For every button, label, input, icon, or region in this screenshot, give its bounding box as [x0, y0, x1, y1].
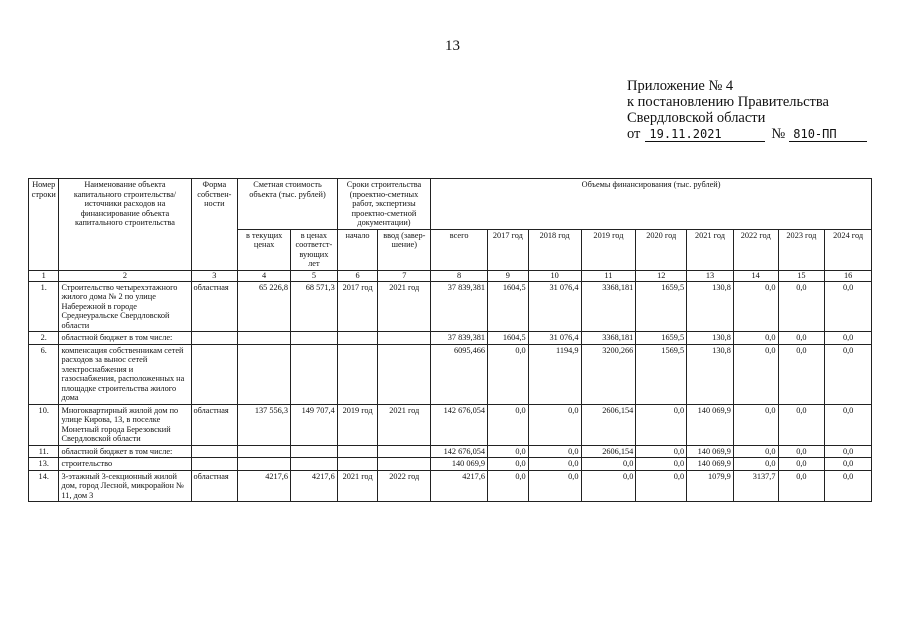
cell-end-year [378, 332, 431, 345]
resolution-date: 19.11.2021 [645, 127, 765, 142]
cell-value-2020: 1569,5 [636, 344, 687, 404]
cell-object-name: областной бюджет в том числе: [59, 445, 191, 458]
cell-value-2023: 0,0 [778, 458, 825, 471]
table-body [29, 281, 872, 502]
cell-value-2021: 140 069,9 [687, 445, 734, 458]
cell-total: 4217,6 [431, 470, 488, 502]
table-row [29, 458, 872, 471]
cell-value-2021: 140 069,9 [687, 404, 734, 445]
cell-ownership: областная [191, 404, 238, 445]
cell-value-2021: 130,8 [687, 332, 734, 345]
cell-value-2020: 0,0 [636, 458, 687, 471]
cell-value-2020: 0,0 [636, 404, 687, 445]
cell-value-2018: 31 076,4 [528, 332, 581, 345]
cell-value-2024: 0,0 [825, 470, 872, 502]
cell-ownership [191, 332, 238, 345]
cell-total: 37 839,381 [431, 332, 488, 345]
cell-end-year: 2022 год [378, 470, 431, 502]
cell-total: 6095,466 [431, 344, 488, 404]
cell-value-2024: 0,0 [825, 445, 872, 458]
cell-start-year [337, 344, 378, 404]
cell-total: 37 839,381 [431, 281, 488, 332]
cell-value-2018: 0,0 [528, 470, 581, 502]
cell-total: 142 676,054 [431, 445, 488, 458]
cell-value-2021: 130,8 [687, 344, 734, 404]
column-number-row [29, 270, 872, 281]
cell-end-year: 2021 год [378, 404, 431, 445]
cell-value-2018: 0,0 [528, 458, 581, 471]
cell-ownership [191, 344, 238, 404]
cell-row-number: 10. [29, 404, 59, 445]
cell-value-2021: 130,8 [687, 281, 734, 332]
cell-value-2021: 140 069,9 [687, 458, 734, 471]
cell-start-year: 2019 год [337, 404, 378, 445]
cell-row-number: 1. [29, 281, 59, 332]
cell-value-2023: 0,0 [778, 404, 825, 445]
cell-row-number: 13. [29, 458, 59, 471]
cell-value-2022: 0,0 [733, 281, 778, 332]
col-num: 1 [29, 270, 59, 281]
cell-value-2020: 1659,5 [636, 332, 687, 345]
cell-object-name: Многоквартирный жилой дом по улице Кирова, 13, в поселке Монетный города Березовский Свердловской области [59, 404, 191, 445]
col-num: 10 [528, 270, 581, 281]
header-cost-corresponding: в ценах соответст-вующих лет [291, 229, 338, 270]
cell-row-number: 6. [29, 344, 59, 404]
col-num: 4 [238, 270, 291, 281]
cell-ownership [191, 445, 238, 458]
number-label: № [771, 126, 786, 142]
cell-value-2024: 0,0 [825, 344, 872, 404]
header-start: начало [337, 229, 378, 270]
cell-value-2020: 0,0 [636, 470, 687, 502]
header-2020: 2020 год [636, 229, 687, 270]
appendix-header [627, 78, 867, 142]
cell-value-2017: 0,0 [488, 445, 529, 458]
table-row [29, 445, 872, 458]
cell-value-2024: 0,0 [825, 404, 872, 445]
cell-cost-current: 137 556,3 [238, 404, 291, 445]
table-row [29, 344, 872, 404]
cell-value-2017: 0,0 [488, 344, 529, 404]
col-num: 6 [337, 270, 378, 281]
cell-value-2018: 31 076,4 [528, 281, 581, 332]
cell-start-year [337, 458, 378, 471]
cell-end-year [378, 344, 431, 404]
cell-value-2019: 3200,266 [581, 344, 636, 404]
cell-value-2017: 1604,5 [488, 281, 529, 332]
table-row [29, 404, 872, 445]
cell-total: 142 676,054 [431, 404, 488, 445]
cell-value-2017: 1604,5 [488, 332, 529, 345]
cell-ownership: областная [191, 281, 238, 332]
col-num: 9 [488, 270, 529, 281]
cell-value-2023: 0,0 [778, 344, 825, 404]
header-2022: 2022 год [733, 229, 778, 270]
header-2019: 2019 год [581, 229, 636, 270]
page-number: 13 [445, 38, 460, 54]
cell-value-2018: 1194,9 [528, 344, 581, 404]
cell-value-2019: 2606,154 [581, 445, 636, 458]
header-cost-current: в текущих ценах [238, 229, 291, 270]
col-num: 5 [291, 270, 338, 281]
cell-value-2024: 0,0 [825, 281, 872, 332]
col-num: 12 [636, 270, 687, 281]
appendix-date-number [627, 126, 867, 142]
cell-value-2019: 3368,181 [581, 332, 636, 345]
cell-total: 140 069,9 [431, 458, 488, 471]
appendix-region: Свердловской области [627, 110, 766, 126]
header-row-no: Номер строки [29, 179, 59, 271]
cell-object-name: областной бюджет в том числе: [59, 332, 191, 345]
cell-cost-corresponding: 4217,6 [291, 470, 338, 502]
cell-ownership [191, 458, 238, 471]
cell-start-year [337, 445, 378, 458]
header-construction-terms: Сроки строительства (проектно-сметных работ, экспертизы проектно-сметной документации) [337, 179, 430, 230]
cell-cost-current: 65 226,8 [238, 281, 291, 332]
cell-value-2019: 2606,154 [581, 404, 636, 445]
cell-cost-current [238, 332, 291, 345]
cell-value-2020: 0,0 [636, 445, 687, 458]
header-estimated-cost: Сметная стоимость объекта (тыс. рублей) [238, 179, 338, 230]
header-object-name: Наименование объекта капитального строительства/ источники расходов на финансирование объекта капитального строительства [59, 179, 191, 271]
cell-cost-corresponding: 149 707,4 [291, 404, 338, 445]
cell-object-name: строительство [59, 458, 191, 471]
cell-value-2023: 0,0 [778, 281, 825, 332]
cell-end-year [378, 458, 431, 471]
header-2023: 2023 год [778, 229, 825, 270]
financing-table [28, 178, 872, 502]
cell-value-2017: 0,0 [488, 458, 529, 471]
header-total: всего [431, 229, 488, 270]
col-num: 15 [778, 270, 825, 281]
col-num: 16 [825, 270, 872, 281]
col-num: 2 [59, 270, 191, 281]
cell-value-2019: 0,0 [581, 470, 636, 502]
table-row [29, 470, 872, 502]
cell-value-2019: 3368,181 [581, 281, 636, 332]
header-2018: 2018 год [528, 229, 581, 270]
col-num: 11 [581, 270, 636, 281]
col-num: 7 [378, 270, 431, 281]
cell-cost-current: 4217,6 [238, 470, 291, 502]
cell-value-2024: 0,0 [825, 458, 872, 471]
table-row [29, 281, 872, 332]
cell-value-2021: 1079,9 [687, 470, 734, 502]
cell-start-year: 2017 год [337, 281, 378, 332]
cell-row-number: 11. [29, 445, 59, 458]
header-end: ввод (завер-шение) [378, 229, 431, 270]
appendix-title: Приложение № 4 [627, 78, 734, 94]
cell-row-number: 14. [29, 470, 59, 502]
col-num: 8 [431, 270, 488, 281]
cell-object-name: Строительство четырехэтажного жилого дома № 2 по улице Набережной в городе Среднеуральске Свердловской области [59, 281, 191, 332]
cell-start-year [337, 332, 378, 345]
cell-end-year [378, 445, 431, 458]
cell-value-2023: 0,0 [778, 470, 825, 502]
appendix-resolution: к постановлению Правительства [627, 94, 829, 110]
cell-value-2017: 0,0 [488, 470, 529, 502]
cell-value-2022: 0,0 [733, 332, 778, 345]
cell-start-year: 2021 год [337, 470, 378, 502]
header-ownership: Форма собствен-ности [191, 179, 238, 271]
header-2017: 2017 год [488, 229, 529, 270]
from-label: от [627, 126, 641, 142]
cell-value-2020: 1659,5 [636, 281, 687, 332]
cell-cost-current [238, 458, 291, 471]
cell-value-2022: 0,0 [733, 458, 778, 471]
cell-value-2023: 0,0 [778, 332, 825, 345]
cell-value-2024: 0,0 [825, 332, 872, 345]
header-2021: 2021 год [687, 229, 734, 270]
cell-value-2023: 0,0 [778, 445, 825, 458]
cell-ownership: областная [191, 470, 238, 502]
header-row-1 [29, 179, 872, 230]
cell-cost-current [238, 445, 291, 458]
col-num: 14 [733, 270, 778, 281]
cell-row-number: 2. [29, 332, 59, 345]
cell-value-2022: 0,0 [733, 344, 778, 404]
cell-value-2018: 0,0 [528, 404, 581, 445]
cell-cost-corresponding [291, 344, 338, 404]
cell-value-2022: 3137,7 [733, 470, 778, 502]
cell-value-2022: 0,0 [733, 445, 778, 458]
cell-object-name: компенсация собственникам сетей расходов за вынос сетей электроснабжения и газоснабжения, расположенных на площадке строительства жилого дома [59, 344, 191, 404]
cell-cost-corresponding [291, 445, 338, 458]
col-num: 3 [191, 270, 238, 281]
resolution-number: 810-ПП [789, 127, 867, 142]
cell-object-name: 3-этажный 3-секционный жилой дом, город Лесной, микрорайон № 11, дом 3 [59, 470, 191, 502]
cell-cost-current [238, 344, 291, 404]
table-row [29, 332, 872, 345]
cell-cost-corresponding [291, 458, 338, 471]
header-financing: Объемы финансирования (тыс. рублей) [431, 179, 872, 230]
cell-value-2018: 0,0 [528, 445, 581, 458]
cell-value-2017: 0,0 [488, 404, 529, 445]
cell-value-2019: 0,0 [581, 458, 636, 471]
cell-cost-corresponding [291, 332, 338, 345]
cell-cost-corresponding: 68 571,3 [291, 281, 338, 332]
header-2024: 2024 год [825, 229, 872, 270]
cell-end-year: 2021 год [378, 281, 431, 332]
col-num: 13 [687, 270, 734, 281]
cell-value-2022: 0,0 [733, 404, 778, 445]
